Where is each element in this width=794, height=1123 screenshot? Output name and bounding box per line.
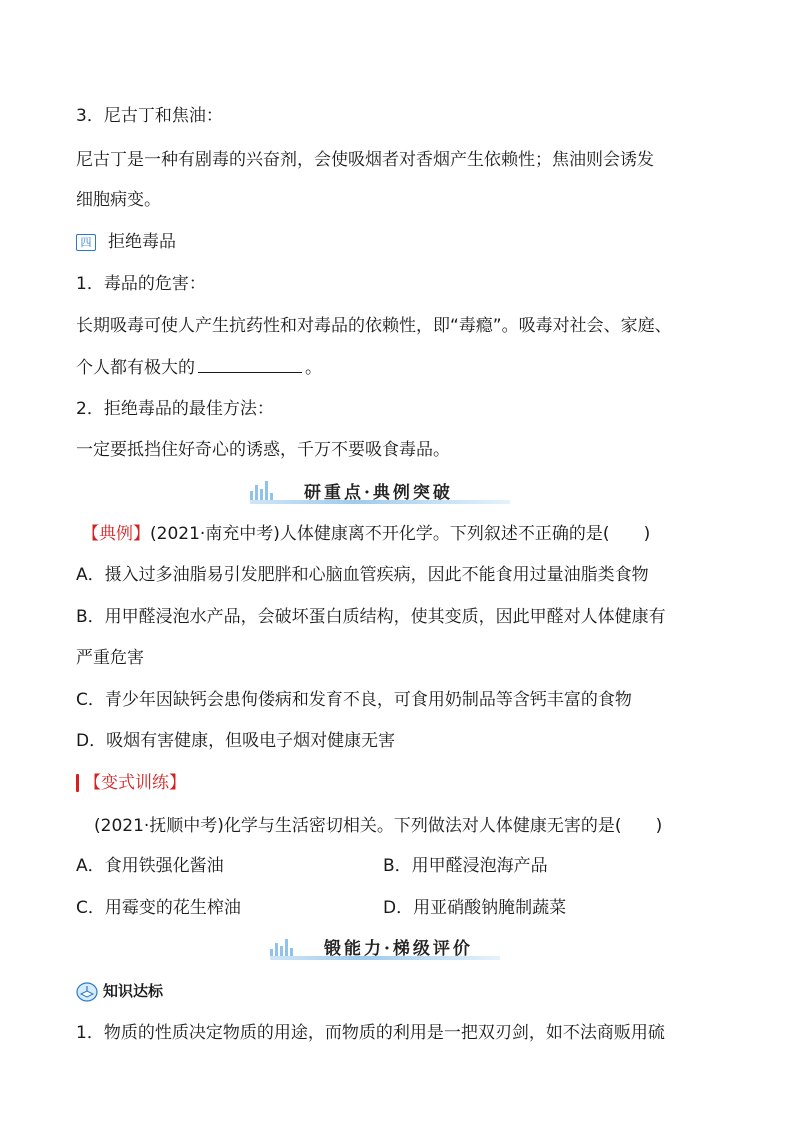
knowledge-heading [76, 979, 163, 1003]
example-option-c: C．青少年因缺钙会患佝偻病和发育不良，可食用奶制品等含钙丰富的食物 [76, 690, 632, 710]
bars-icon [250, 481, 273, 501]
banner-key-points [250, 478, 510, 504]
item1-line1: 长期吸毒可使人产生抗药性和对毒品的依赖性，即“毒瘾”。吸毒对社会、家庭、 [76, 316, 672, 336]
item2-title: 2．拒绝毒品的最佳方法： [76, 399, 274, 419]
variant-option-c: C．用霉变的花生榨油 [76, 898, 241, 918]
fill-in-blank[interactable] [198, 357, 302, 373]
section4-title: 拒绝毒品 [108, 232, 176, 252]
marker-icon [76, 774, 79, 792]
item1-line2 [76, 356, 322, 380]
example-stem [82, 522, 650, 546]
variant-option-b: B．用甲醛浸泡海产品 [383, 856, 548, 876]
example-option-d: D．吸烟有害健康，但吸电子烟对健康无害 [76, 731, 396, 751]
section3-body-line1: 尼古丁是一种有剧毒的兴奋剂，会使吸烟者对香烟产生依赖性；焦油则会诱发 [76, 150, 654, 170]
example-tag: 【典例】 [82, 524, 150, 544]
item1-line2-prefix: 个人都有极大的 [76, 358, 195, 378]
section-number-icon: 四 [76, 234, 96, 251]
item1-title: 1．毒品的危害： [76, 274, 206, 294]
question1-line1: 1．物质的性质决定物质的用途，而物质的利用是一把双刃剑，如不法商贩用硫 [76, 1023, 665, 1043]
variant-heading [76, 771, 186, 795]
banner-ability [270, 934, 500, 960]
bars-icon [270, 939, 293, 957]
variant-option-a: A．食用铁强化酱油 [76, 856, 224, 876]
knowledge-label: 知识达标 [103, 982, 164, 1000]
example-option-b-line1: B．用甲醛浸泡水产品，会破坏蛋白质结构，使其变质，因此甲醛对人体健康有 [76, 607, 666, 627]
example-option-a: A．摄入过多油脂易引发肥胖和心脑血管疾病，因此不能食用过量油脂类食物 [76, 565, 649, 585]
banner-title: 锻能力·梯级评价 [324, 939, 473, 959]
example-option-b-line2: 严重危害 [76, 648, 144, 668]
section3-title: 3．尼古丁和焦油： [76, 106, 223, 126]
variant-tag: 【变式训练】 [84, 773, 186, 793]
section4-heading [76, 230, 176, 254]
book-icon [76, 982, 98, 1002]
variant-stem: (2021·抚顺中考)化学与生活密切相关。下列做法对人体健康无害的是( ) [94, 816, 663, 836]
example-stem-text: (2021·南充中考)人体健康离不开化学。下列叙述不正确的是( ) [150, 524, 651, 544]
banner-title: 研重点·典例突破 [304, 483, 453, 503]
item2-line1: 一定要抵挡住好奇心的诱惑，千万不要吸食毒品。 [76, 440, 450, 460]
variant-option-d: D．用亚硝酸钠腌制蔬菜 [383, 898, 567, 918]
section3-body-line2: 细胞病变。 [76, 190, 161, 210]
item1-line2-suffix: 。 [305, 358, 322, 378]
